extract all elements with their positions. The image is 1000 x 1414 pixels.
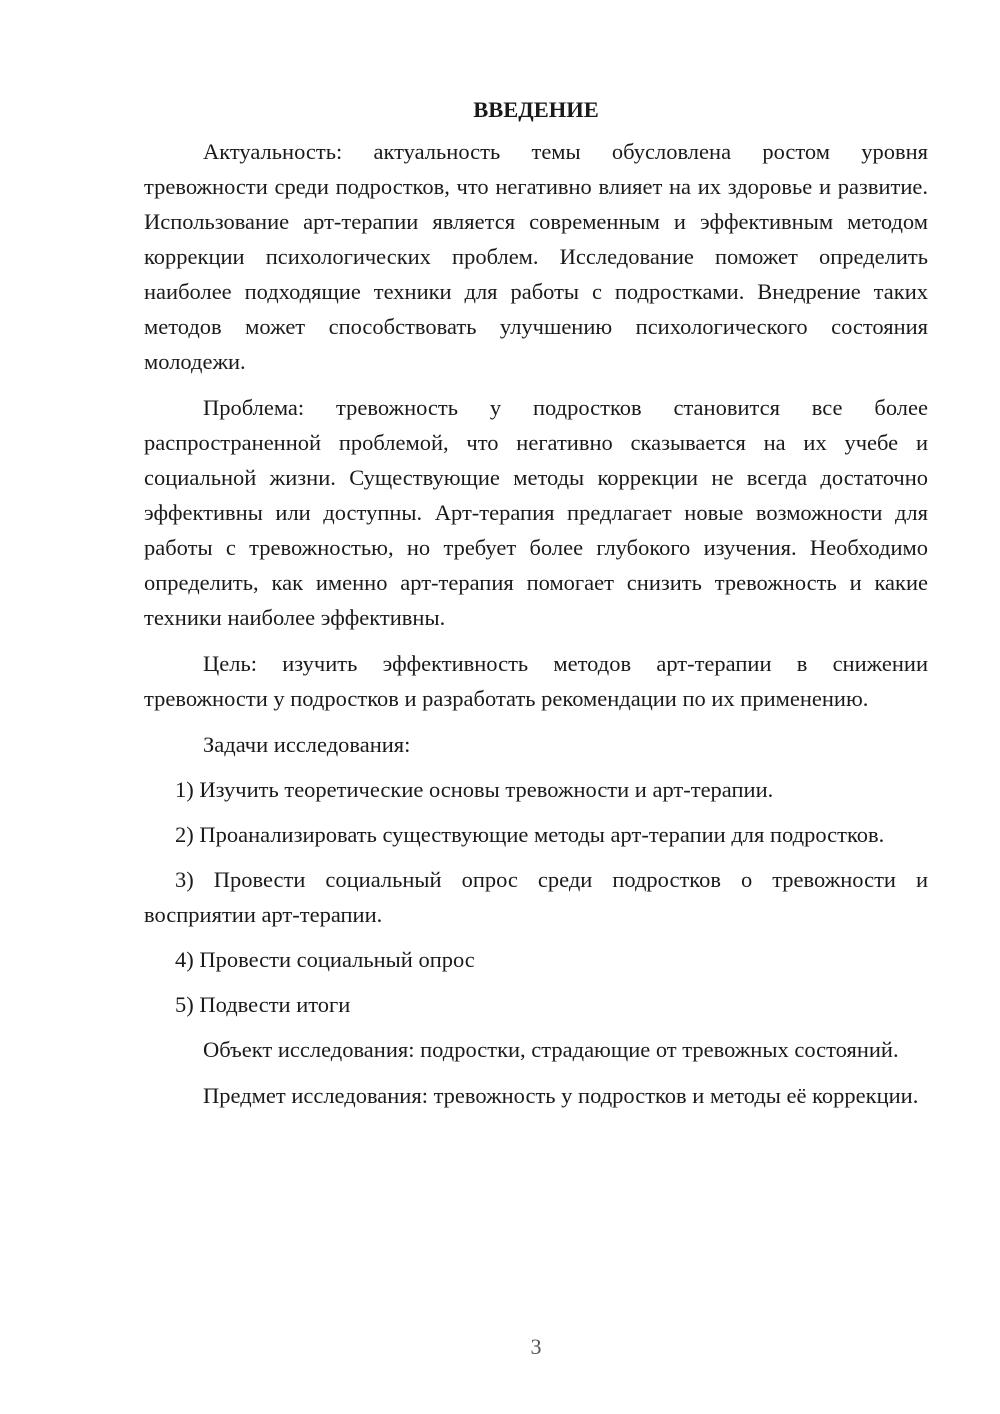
task-item: 2) Проанализировать существующие методы арт-терапии для подростков. [175, 822, 885, 847]
tasks-list [144, 772, 928, 1022]
task-item: 5) Подвести итоги [175, 992, 351, 1017]
page-number: 3 [530, 1334, 542, 1359]
document-page [144, 92, 928, 1124]
task-item: 1) Изучить теоретические основы тревожности и арт-терапии. [175, 777, 774, 802]
task-item: 3) Провести социальный опрос среди подростков о тревожности и восприятии арт-терапии. [144, 867, 928, 927]
section-heading: ВВЕДЕНИЕ [473, 97, 599, 122]
object-paragraph: Объект исследования: подростки, страдающие от тревожных состояний. [203, 1037, 899, 1062]
task-item: 4) Провести социальный опрос [175, 947, 475, 972]
goal-paragraph: Цель: изучить эффективность методов арт-терапии в снижении тревожности у подростков и разработать рекомендации по их применению. [144, 651, 928, 711]
subject-paragraph: Предмет исследования: тревожность у подростков и методы её коррекции. [203, 1083, 919, 1108]
relevance-paragraph: Актуальность: актуальность темы обусловлена ростом уровня тревожности среди подростков, что негативно влияет на их здоровье и развитие. Использование арт-терапии является современным и эффективным методом коррекции психологических проблем. Исследование поможет определить наиболее подходящие техники для работы с подростками. Внедрение таких методов может способствовать улучшению психологического состояния молодежи. [144, 139, 928, 374]
problem-paragraph: Проблема: тревожность у подростков становится все более распространенной проблемой, что негативно сказывается на их учебе и социальной жизни. Существующие методы коррекции не всегда достаточно эффективны или доступны. Арт-терапия предлагает новые возможности для работы с тревожностью, но требует более глубокого изучения. Необходимо определить, как именно арт-терапия помогает снизить тревожность и какие техники наиболее эффективны. [144, 395, 928, 630]
tasks-title: Задачи исследования: [203, 732, 411, 757]
